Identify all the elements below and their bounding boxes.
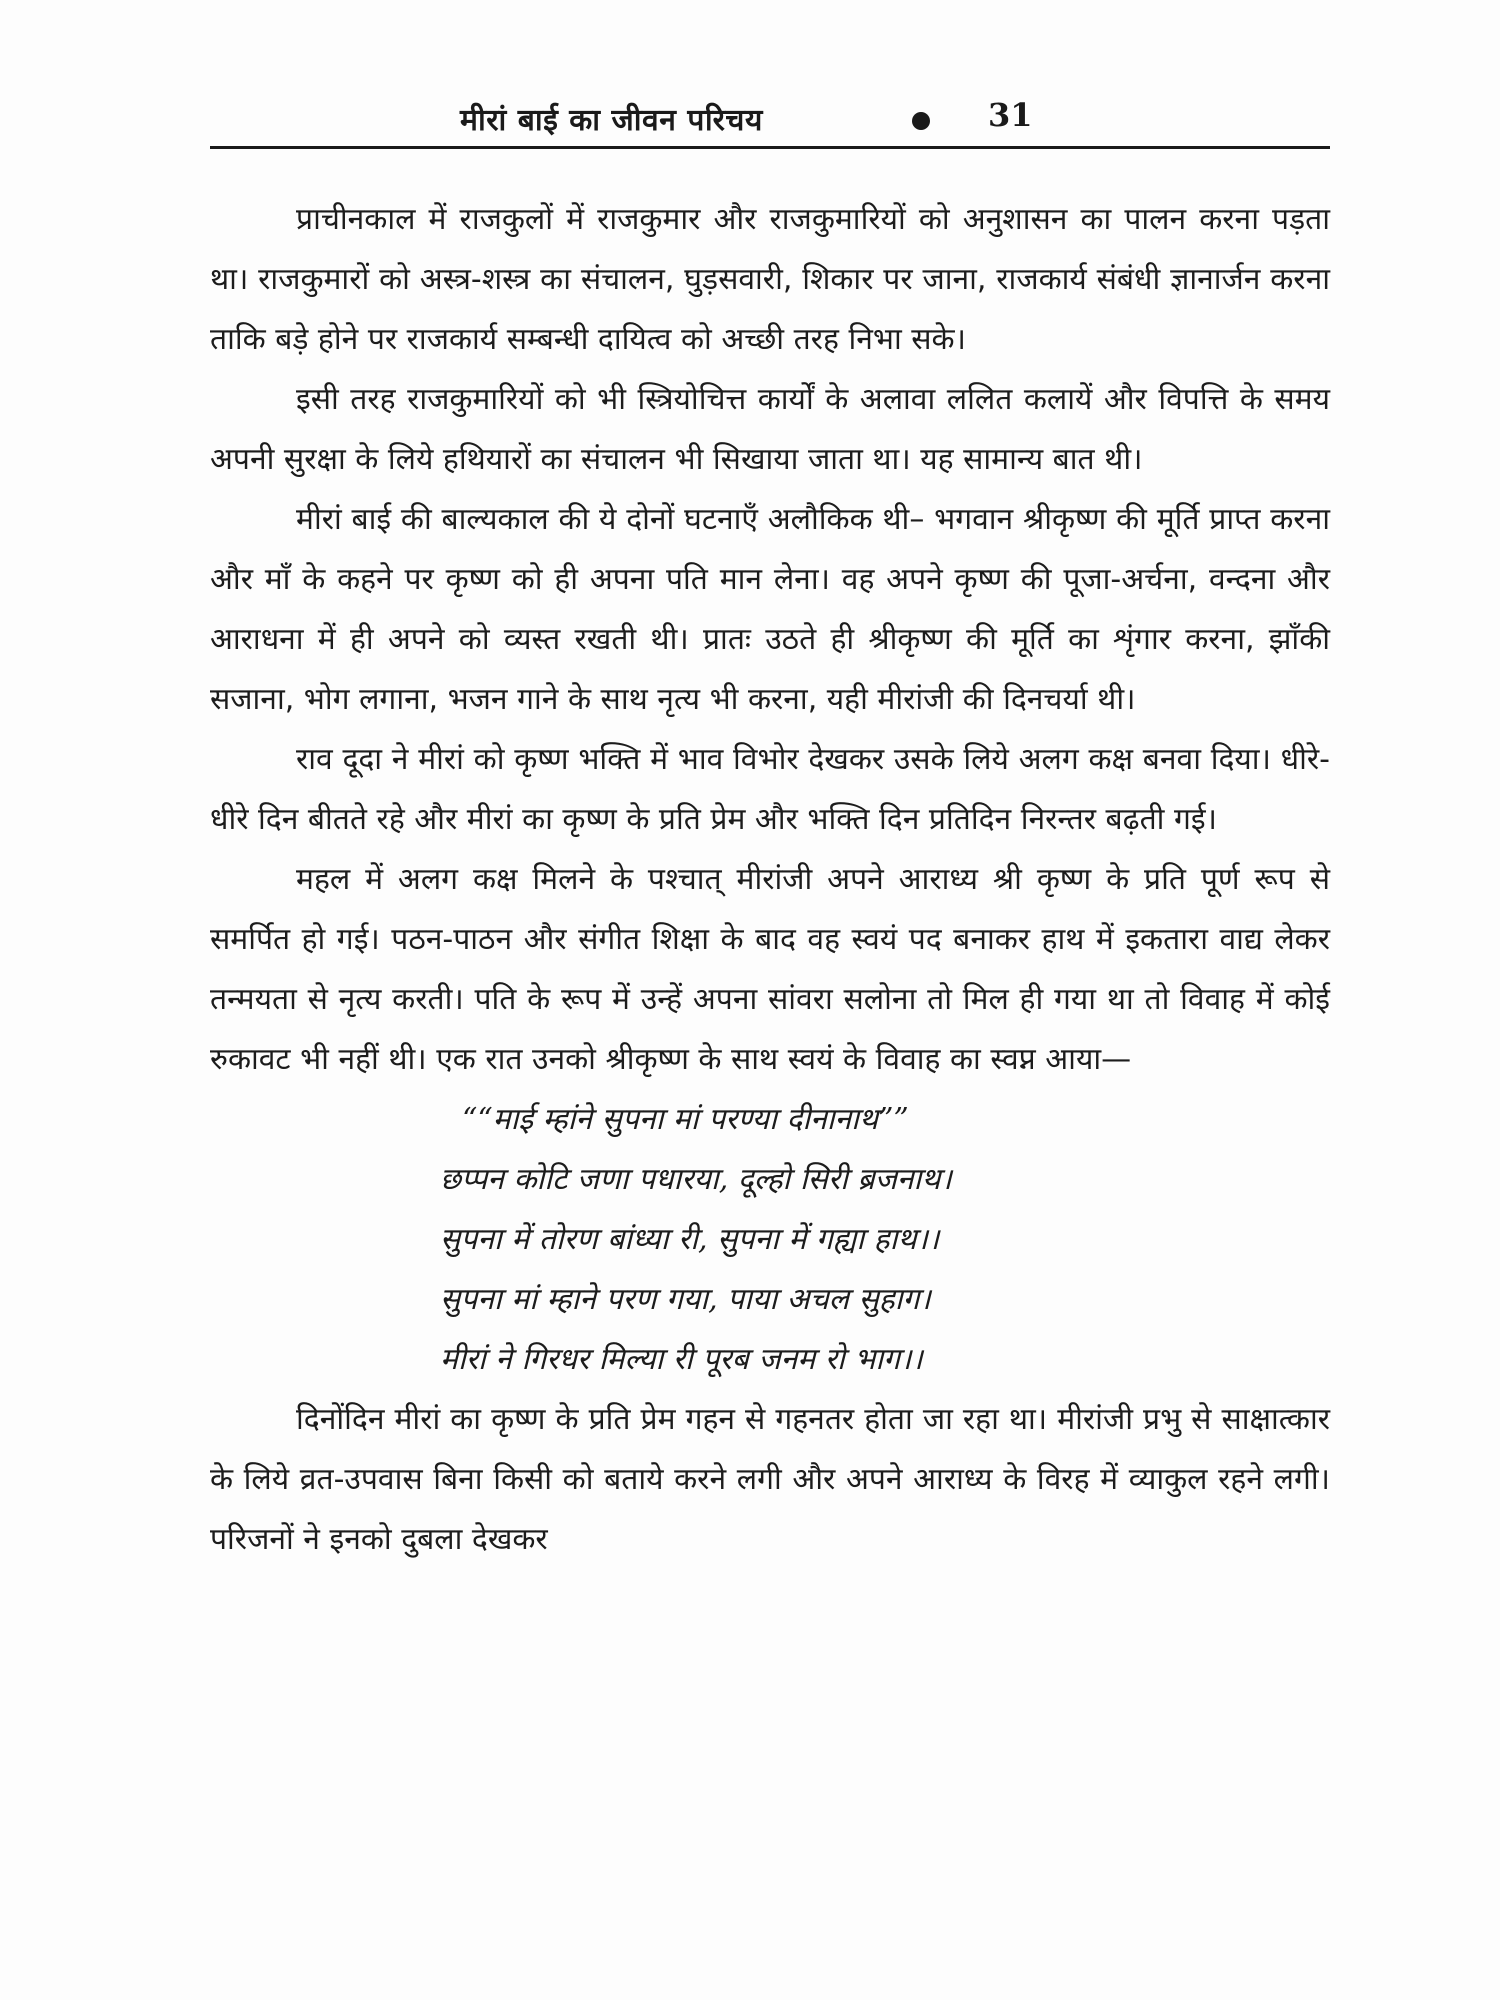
verse-line: सुपना में तोरण बांध्या री, सुपना में गह्या हाथ।। (440, 1222, 940, 1257)
paragraph: मीरां बाई की बाल्यकाल की ये दोनों घटनाएँ अलौकिक थी– भगवान श्रीकृष्ण की मूर्ति प्राप्त करना और माँ के कहने पर कृष्ण को ही अपना पति मान लेना। वह अपने कृष्ण की पूजा-अर्चना, वन्दना और आराधना में ही अपने को व्यस्त रखती थी। प्रातः उठते ही श्रीकृष्ण की मूर्ति का शृंगार करना, झाँकी सजाना, भोग लगाना, भजन गाने के साथ नृत्य भी करना, यही मीरांजी की दिनचर्या थी। (210, 502, 1330, 717)
running-title: मीरां बाई का जीवन परिचय (460, 103, 763, 138)
verse-block (210, 1090, 1330, 1390)
verse-line: मीरां ने गिरधर मिल्या री पूरब जनम रो भाग।। (440, 1342, 923, 1377)
page-number: 31 (988, 96, 1033, 134)
paragraph: प्राचीनकाल में राजकुलों में राजकुमार और राजकुमारियों को अनुशासन का पालन करना पड़ता था। राजकुमारों को अस्त्र-शस्त्र का संचालन, घुड़सवारी, शिकार पर जाना, राजकार्य संबंधी ज्ञानार्जन करना ताकि बड़े होने पर राजकार्य सम्बन्धी दायित्व को अच्छी तरह निभा सके। (210, 202, 1330, 357)
paragraph: राव दूदा ने मीरां को कृष्ण भक्ति में भाव विभोर देखकर उसके लिये अलग कक्ष बनवा दिया। धीरे-धीरे दिन बीतते रहे और मीरां का कृष्ण के प्रति प्रेम और भक्ति दिन प्रतिदिन निरन्तर बढ़ती गई। (210, 742, 1330, 837)
paragraph: इसी तरह राजकुमारियों को भी स्त्रियोचित्त कार्यों के अलावा ललित कलायें और विपत्ति के समय अपनी सुरक्षा के लिये हथियारों का संचालन भी सिखाया जाता था। यह सामान्य बात थी। (210, 382, 1330, 477)
body-text (210, 190, 1330, 1570)
verse-line: छप्पन कोटि जणा पधारया, दूल्हो सिरी ब्रजनाथ। (440, 1162, 952, 1197)
paragraph: दिनोंदिन मीरां का कृष्ण के प्रति प्रेम गहन से गहनतर होता जा रहा था। मीरांजी प्रभु से साक्षात्कार के लिये व्रत-उपवास बिना किसी को बताये करने लगी और अपने आराध्य के विरह में व्याकुल रहने लगी। परिजनों ने इनको दुबला देखकर (210, 1402, 1330, 1557)
verse-line: ““माई म्हांने सुपना मां परण्या दीनानाथ”” (462, 1102, 909, 1137)
bullet-separator (912, 112, 930, 130)
header-rule (210, 146, 1330, 149)
paragraph: महल में अलग कक्ष मिलने के पश्चात् मीरांजी अपने आराध्य श्री कृष्ण के प्रति पूर्ण रूप से समर्पित हो गई। पठन-पाठन और संगीत शिक्षा के बाद वह स्वयं पद बनाकर हाथ में इकतारा वाद्य लेकर तन्मयता से नृत्य करती। पति के रूप में उन्हें अपना सांवरा सलोना तो मिल ही गया था तो विवाह में कोई रुकावट भी नहीं थी। एक रात उनको श्रीकृष्ण के साथ स्वयं के विवाह का स्वप्न आया— (210, 862, 1330, 1077)
verse-line: सुपना मां म्हाने परण गया, पाया अचल सुहाग। (440, 1282, 931, 1317)
running-head (210, 92, 1330, 152)
